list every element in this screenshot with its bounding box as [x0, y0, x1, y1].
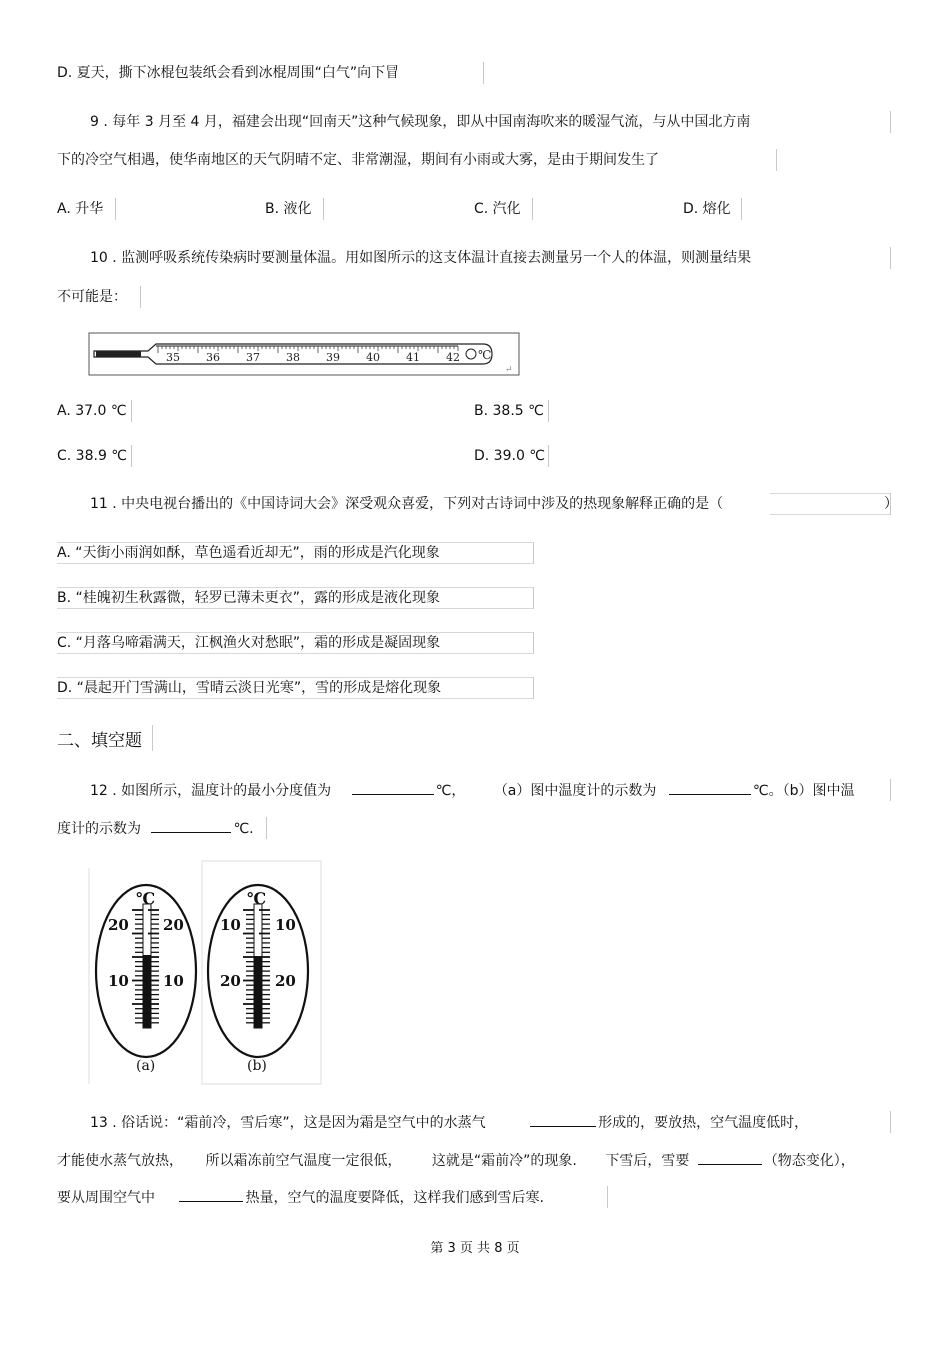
q9-option-d: D. 熔化 [683, 201, 731, 217]
q11-option-d: D. “晨起开门雪满山，雪晴云淡日光寒”，雪的形成是熔化现象 [57, 680, 442, 696]
q10-option-a: A. 37.0 ℃ [57, 403, 127, 419]
thermometer-b-label-top-right: 10 [275, 916, 296, 934]
thermometer-b [208, 885, 308, 1074]
thermometer-unit: ℃ [478, 348, 492, 362]
q12-text-1: 12 . 如图所示，温度计的最小分度值为 [90, 783, 332, 799]
text-divider [890, 493, 891, 515]
q13-text-2c: 这就是“霜前冷”的现象. [431, 1153, 577, 1169]
text-divider [115, 198, 116, 220]
text-divider [548, 445, 549, 467]
text-divider [533, 542, 534, 564]
text-divider [890, 111, 891, 133]
text-divider [533, 677, 534, 699]
blank-heat-absorb[interactable] [179, 1187, 243, 1202]
blank-reading-a[interactable] [669, 780, 751, 795]
q10-option-c: C. 38.9 ℃ [57, 448, 128, 464]
text-divider [140, 286, 141, 308]
thermometer-figures [88, 860, 323, 1086]
q13-text-2d: 下雪后，雪要 [605, 1153, 690, 1169]
text-divider [533, 587, 534, 609]
q12-text-2: ℃， [435, 783, 466, 799]
text-divider [532, 198, 533, 220]
q13-text-1b: 形成的，要放热，空气温度低时， [598, 1115, 809, 1131]
q8-option-d: D. 夏天，撕下冰棍包装纸会看到冰棍周围“白气”向下冒 [57, 65, 400, 81]
thermometer-a-unit: ℃ [136, 889, 156, 908]
thermometer-b-label-bottom-right: 20 [275, 972, 296, 990]
q11-paren-close: ） [884, 496, 898, 512]
thermometer-a-label-bottom-left: 10 [108, 972, 129, 990]
q12-text-3: （a）图中温度计的示数为 [493, 783, 657, 799]
q12-text-4: ℃。（b）图中温 [752, 783, 855, 799]
q11-option-c: C. “月落乌啼霜满天，江枫渔火对愁眠”，霜的形成是凝固现象 [57, 635, 441, 651]
text-divider [323, 198, 324, 220]
blank-reading-b[interactable] [151, 818, 231, 833]
q11-option-b: B. “桂魄初生秋露微，轻罗已薄未更衣”，露的形成是液化现象 [57, 590, 441, 606]
text-divider [131, 445, 132, 467]
scale-label: 37 [246, 351, 260, 364]
text-divider [548, 400, 549, 422]
svg-text:↵: ↵ [505, 365, 513, 375]
text-divider [890, 247, 891, 269]
q13-text-2b: 所以霜冻前空气温度一定很低， [205, 1153, 402, 1169]
scale-label: 40 [366, 351, 380, 364]
text-divider [152, 725, 153, 751]
figure-b-caption: (b) [247, 1058, 267, 1074]
q12-text-6: ℃. [233, 821, 254, 837]
q10-option-b: B. 38.5 ℃ [474, 403, 544, 419]
scale-label: 36 [206, 351, 220, 364]
scale-label: 42 [446, 351, 460, 364]
scale-label: 41 [406, 351, 420, 364]
q10-option-d: D. 39.0 ℃ [474, 448, 546, 464]
q12-stem-line2 [57, 818, 254, 839]
scale-label: 38 [286, 351, 300, 364]
q13-line3 [57, 1187, 544, 1208]
thermometer-a-label-bottom-right: 10 [163, 972, 184, 990]
q13-text-3b: 热量，空气的温度要降低，这样我们感到雪后寒. [245, 1190, 544, 1206]
thermometer-a-label-top-left: 20 [108, 916, 129, 934]
clinical-thermometer-figure [88, 332, 521, 377]
text-divider [607, 1186, 608, 1208]
thermometer-b-unit: ℃ [247, 889, 267, 908]
text-divider [483, 62, 484, 84]
q9-stem-line2: 下的冷空气相遇，使华南地区的天气阴晴不定、非常潮湿，期间有小雨或大雾，是由于期间发生了 [57, 152, 659, 168]
q13-text-1a: 13 . 俗话说：“霜前冷，雪后寒”，这是因为霜是空气中的水蒸气 [90, 1115, 486, 1131]
q9-option-b: B. 液化 [265, 201, 312, 217]
text-divider [266, 817, 267, 839]
text-divider [776, 149, 777, 171]
q11-stem: 11 . 中央电视台播出的《中国诗词大会》深受观众喜爱，下列对古诗词中涉及的热现象解释正确的是（ [90, 496, 724, 512]
blank-min-division[interactable] [352, 780, 434, 795]
q11-option-a: A. “天街小雨润如酥，草色遥看近却无”，雨的形成是汽化现象 [57, 545, 440, 561]
q9-option-a: A. 升华 [57, 201, 104, 217]
q10-stem-line2: 不可能是： [57, 289, 127, 305]
blank-snow-state-change[interactable] [698, 1150, 762, 1165]
page-footer: 第 3 页 共 8 页 [430, 1241, 520, 1256]
thermometer-a [96, 885, 196, 1074]
text-divider [533, 632, 534, 654]
text-divider [131, 400, 132, 422]
scale-label: 39 [326, 351, 340, 364]
q13-line1 [90, 1112, 808, 1133]
blank-frost-formation[interactable] [530, 1112, 596, 1127]
q9-option-c: C. 汽化 [474, 201, 521, 217]
section-title: 二、填空题 [57, 731, 142, 751]
q13-text-2a: 才能使水蒸气放热， [57, 1153, 183, 1169]
q13-text-2e: （物态变化）， [763, 1153, 855, 1169]
text-divider [890, 1111, 891, 1133]
q10-stem-line1: 10 . 监测呼吸系统传染病时要测量体温。用如图所示的这支体温计直接去测量另一个人的体温，则测量结果 [90, 250, 752, 266]
thermometer-a-label-top-right: 20 [163, 916, 184, 934]
q12-stem-line1 [90, 780, 854, 801]
q13-line2 [57, 1150, 855, 1171]
q12-text-5: 度计的示数为 [57, 821, 141, 837]
text-divider [741, 198, 742, 220]
answer-box [770, 493, 890, 515]
thermometer-b-label-bottom-left: 20 [220, 972, 241, 990]
thermometer-b-label-top-left: 10 [220, 916, 241, 934]
scale-label: 35 [166, 351, 180, 364]
text-divider [890, 779, 891, 801]
figure-a-caption: (a) [136, 1058, 156, 1074]
q9-stem-line1: 9 . 每年 3 月至 4 月，福建会出现“回南天”这种气候现象，即从中国南海吹来的暖湿气流，与从中国北方南 [90, 114, 751, 130]
q13-text-3a: 要从周围空气中 [57, 1190, 155, 1206]
